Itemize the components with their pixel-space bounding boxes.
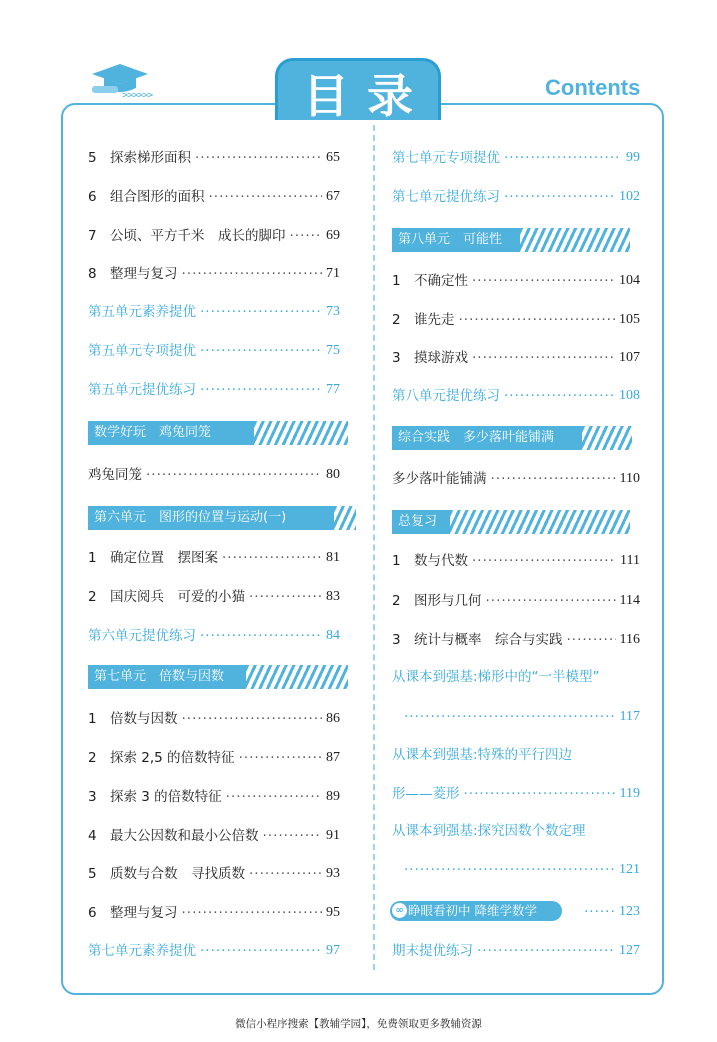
entry-number: 4 [88, 828, 97, 844]
entry-page: 77 [326, 382, 340, 397]
toc-entry[interactable] [392, 385, 640, 407]
entry-title: 统计与概率 综合与实践 [414, 632, 563, 648]
entry-page: 102 [619, 189, 640, 204]
toc-entry[interactable] [392, 270, 640, 292]
entry-title: 第五单元专项提优 [88, 343, 196, 359]
entry-title: 第八单元提优练习 [392, 388, 500, 404]
toc-entry[interactable] [88, 902, 340, 924]
leader-dots [472, 270, 615, 292]
leader-dots [290, 225, 323, 247]
link-icon: ∞ [392, 903, 407, 918]
entry-number: 5 [88, 150, 97, 166]
special-entry-3[interactable] [392, 820, 642, 842]
leader-dots [222, 547, 322, 569]
banner-label: 第八单元 可能性 [398, 232, 503, 247]
entry-title: 第五单元素养提优 [88, 304, 196, 320]
banner-label: 第六单元 图形的位置与运动(一) [94, 510, 287, 525]
toc-entry[interactable] [88, 747, 340, 769]
entry-title: 第七单元素养提优 [88, 943, 196, 959]
entry-title: 最大公因数和最小公倍数 [110, 828, 259, 844]
leader-dots [182, 708, 323, 730]
leader-dots [504, 186, 615, 208]
entry-page: 81 [326, 550, 340, 565]
entry-page: 127 [619, 943, 640, 958]
leader-dots [491, 468, 616, 490]
leader-dots [200, 940, 322, 962]
toc-entry[interactable] [392, 147, 640, 169]
toc-entry[interactable] [88, 625, 340, 647]
contents-heading: Contents [545, 75, 641, 100]
leader-dots [486, 590, 616, 612]
entry-title: 从课本到强基:特殊的平行四边 [392, 747, 573, 763]
toc-entry[interactable] [88, 547, 340, 569]
banner-chicken-rabbit [88, 421, 358, 445]
toc-entry[interactable] [88, 340, 340, 362]
leader-dots [584, 901, 615, 923]
page-title: 目录 [303, 69, 431, 123]
entry-page: 121 [619, 862, 640, 877]
toc-entry[interactable] [88, 863, 340, 885]
toc-entry[interactable] [392, 468, 640, 490]
entry-page: 84 [326, 628, 340, 643]
entry-page: 69 [326, 228, 340, 243]
entry-number: 6 [88, 905, 97, 921]
special-entry-2[interactable] [392, 744, 642, 766]
leader-dots [182, 263, 323, 285]
entry-page: 114 [619, 593, 640, 608]
entry-page: 117 [619, 709, 640, 724]
leader-dots [472, 550, 616, 572]
special-entry-1-page-line[interactable] [400, 706, 640, 728]
entry-title: 探索 2,5 的倍数特征 [110, 750, 235, 766]
toc-entry[interactable] [88, 940, 340, 962]
leader-dots [226, 786, 322, 808]
entry-title: 探索梯形面积 [110, 150, 191, 166]
entry-title: 从课本到强基:探究因数个数定理 [392, 823, 586, 839]
banner-label: 数学好玩 鸡兔同笼 [94, 425, 212, 440]
final-practice-entry[interactable] [392, 940, 640, 962]
entry-page: 104 [619, 273, 640, 288]
leader-dots [464, 783, 616, 805]
entry-title: 不确定性 [414, 273, 468, 289]
entry-page: 123 [619, 904, 640, 919]
entry-page: 86 [326, 711, 340, 726]
entry-number: 8 [88, 266, 97, 282]
entry-title: 谁先走 [414, 312, 455, 328]
banner-label: 第七单元 倍数与因数 [94, 669, 225, 684]
entry-page: 91 [326, 828, 340, 843]
entry-number: 5 [88, 866, 97, 882]
leader-dots [404, 859, 615, 881]
leader-dots [182, 902, 323, 924]
entry-page: 71 [326, 266, 340, 281]
banner-unit-7 [88, 665, 358, 689]
leader-dots [263, 825, 323, 847]
leader-dots [477, 940, 615, 962]
toc-entry[interactable] [88, 825, 340, 847]
entry-title: 第六单元提优练习 [88, 628, 196, 644]
leader-dots [404, 706, 616, 728]
leader-dots [200, 340, 322, 362]
entry-page: 105 [619, 312, 640, 327]
leader-dots [209, 186, 323, 208]
entry-title: 探索 3 的倍数特征 [110, 789, 222, 805]
entry-page: 111 [620, 553, 640, 568]
entry-title: 第五单元提优练习 [88, 382, 196, 398]
toc-entry[interactable] [88, 586, 340, 608]
entry-number: 2 [88, 589, 97, 605]
entry-number: 1 [392, 553, 401, 569]
toc-entry[interactable] [88, 708, 340, 730]
entry-title: 组合图形的面积 [110, 189, 205, 205]
entry-page: 89 [326, 789, 340, 804]
entry-title: 数与代数 [414, 553, 468, 569]
entry-number: 1 [88, 711, 97, 727]
toc-entry[interactable] [88, 379, 340, 401]
special-entry-1[interactable] [392, 666, 642, 688]
entry-title: 第七单元专项提优 [392, 150, 500, 166]
toc-entry[interactable] [88, 147, 340, 169]
leader-dots [195, 147, 322, 169]
toc-entry[interactable] [88, 225, 340, 247]
entry-title: 公顷、平方千米 成长的脚印 [110, 228, 286, 244]
entry-page: 75 [326, 343, 340, 358]
entry-title: 摸球游戏 [414, 350, 468, 366]
entry-title: 期末提优练习 [392, 943, 473, 959]
banner-unit-6 [88, 506, 358, 530]
pill-label: 睁眼看初中 降维学数学 [408, 903, 537, 918]
entry-number: 3 [392, 632, 401, 648]
entry-number: 6 [88, 189, 97, 205]
special-entry-2-page-line[interactable] [392, 783, 640, 805]
banner-label: 综合实践 多少落叶能铺满 [398, 430, 555, 445]
toc-entry[interactable] [88, 786, 340, 808]
entry-number: 3 [88, 789, 97, 805]
leader-dots [567, 629, 616, 651]
entry-number: 7 [88, 228, 97, 244]
toc-entry[interactable] [88, 186, 340, 208]
footer-note: 微信小程序搜索【教辅学园】，免费领取更多教辅资源 [235, 1018, 482, 1030]
toc-entry[interactable] [88, 301, 340, 323]
banner-unit-8 [392, 228, 640, 252]
toc-entry[interactable] [88, 464, 340, 486]
entry-page: 108 [619, 388, 640, 403]
leader-dots [200, 301, 322, 323]
entry-title: 整理与复习 [110, 905, 178, 921]
leader-dots [146, 464, 322, 486]
entry-page: 65 [326, 150, 340, 165]
entry-number: 3 [392, 350, 401, 366]
entry-number: 2 [392, 593, 401, 609]
entry-number: 2 [392, 312, 401, 328]
entry-title: 整理与复习 [110, 266, 178, 282]
banner-label: 总复习 [398, 514, 438, 529]
leader-dots [249, 863, 322, 885]
column-divider [373, 125, 375, 970]
arrow-decoration: >>>>>> [122, 90, 153, 101]
entry-title: 从课本到强基:梯形中的“一半模型” [392, 669, 600, 685]
toc-entry[interactable] [392, 550, 640, 572]
leader-dots [200, 625, 322, 647]
toc-entry[interactable] [392, 309, 640, 331]
entry-number: 1 [392, 273, 401, 289]
leader-dots [504, 147, 622, 169]
toc-entry[interactable] [392, 186, 640, 208]
entry-page: 119 [619, 786, 640, 801]
entry-title: 倍数与因数 [110, 711, 178, 727]
entry-title: 质数与合数 寻找质数 [110, 866, 245, 882]
entry-title: 国庆阅兵 可爱的小猫 [110, 589, 245, 605]
toc-entry[interactable] [392, 590, 640, 612]
leader-dots [459, 309, 616, 331]
entry-page: 93 [326, 866, 340, 881]
entry-page: 83 [326, 589, 340, 604]
entry-page: 110 [619, 471, 640, 486]
toc-entry[interactable] [88, 263, 340, 285]
entry-page: 95 [326, 905, 340, 920]
leader-dots [249, 586, 322, 608]
pill-page-line[interactable] [580, 901, 640, 923]
entry-page: 87 [326, 750, 340, 765]
entry-title: 图形与几何 [414, 593, 482, 609]
junior-high-pill[interactable] [390, 901, 562, 921]
leader-dots [504, 385, 615, 407]
banner-practice [392, 426, 640, 450]
leader-dots [472, 347, 615, 369]
entry-title: 鸡兔同笼 [88, 467, 142, 483]
entry-number: 1 [88, 550, 97, 566]
entry-page: 99 [626, 150, 640, 165]
entry-title: 第七单元提优练习 [392, 189, 500, 205]
entry-page: 67 [326, 189, 340, 204]
entry-number: 2 [88, 750, 97, 766]
banner-review [392, 510, 640, 534]
toc-entry[interactable] [392, 629, 640, 651]
entry-page: 107 [619, 350, 640, 365]
entry-page: 97 [326, 943, 340, 958]
entry-page: 116 [619, 632, 640, 647]
entry-title: 多少落叶能铺满 [392, 471, 487, 487]
special-entry-3-page-line[interactable] [400, 859, 640, 881]
toc-entry[interactable] [392, 347, 640, 369]
leader-dots [239, 747, 322, 769]
entry-page: 80 [326, 467, 340, 482]
entry-title-cont: 形——菱形 [392, 786, 460, 802]
entry-page: 73 [326, 304, 340, 319]
entry-title: 确定位置 摆图案 [110, 550, 218, 566]
leader-dots [200, 379, 322, 401]
